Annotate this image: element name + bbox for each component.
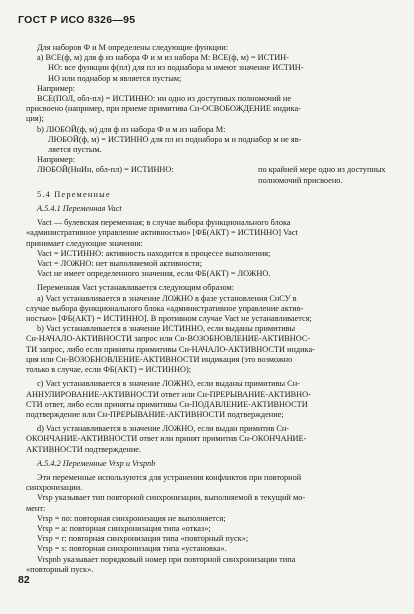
subsection-heading: A.5.4.1 Переменная Vact bbox=[37, 204, 122, 214]
text-line: «повторный пуск». bbox=[26, 564, 94, 574]
text-line: ляется пустым. bbox=[48, 145, 102, 155]
text-line: Vact не имеет определенного значения, если ФБ(АКТ) = ЛОЖНО. bbox=[37, 269, 271, 279]
text-line: СТИ ответ, либо если приняты примитивы Сн-ПОДАВЛЕНИЕ-АКТИВНОСТИ bbox=[26, 399, 308, 409]
text-line: ностью» [ФБ(АКТ) = ИСТИННО]. В противном случае Vact не устанавливается; bbox=[26, 314, 312, 324]
text-line: Эти переменные используются для устранения конфликтов при повторной bbox=[37, 472, 302, 482]
text-line: Vact — булевская переменная; в случае выбора функционального блока bbox=[37, 218, 291, 228]
text-line: ТИ запрос, либо если приняты примитивы Сн-НАЧАЛО-АКТИВНОСТИ индика- bbox=[26, 344, 315, 354]
text-line: НО: все функции ф(пл) для пл из поднабора м имеют значение ИСТИН- bbox=[48, 63, 304, 73]
text-line: мент: bbox=[26, 503, 46, 513]
text-line: Например: bbox=[37, 155, 75, 165]
text-line: ция или Сн-ВОЗОБНОВЛЕНИЕ-АКТИВНОСТИ индикация (это возможно bbox=[26, 354, 293, 364]
text-line: ОКОНЧАНИЕ-АКТИВНОСТИ ответ или принят примитив Сн-ОКОНЧАНИЕ- bbox=[26, 434, 307, 444]
text-line: Vrsp указывает тип повторной синхронизации, выполняемой в текущий мо- bbox=[37, 493, 306, 503]
example-right: по крайней мере одно из доступных полномочий присвоено. bbox=[258, 165, 386, 185]
text-line: d) Vact устанавливается в значение ЛОЖНО, если выдан примитив Сн- bbox=[37, 424, 290, 434]
text-line: Vact = ИСТИННО: активность находится в процессе выполнения; bbox=[37, 248, 271, 258]
page-number: 82 bbox=[18, 574, 30, 586]
text-line: ЛЮБОЙ(ф, м) = ИСТИННО для пл из поднабора м и поднабор м не яв- bbox=[48, 134, 302, 144]
text-line: АННУЛИРОВАНИЕ-АКТИВНОСТИ ответ или Сн-ПРЕРЫВАНИЕ-АКТИВНО- bbox=[26, 389, 311, 399]
text-line: Например: bbox=[37, 83, 75, 93]
example-left: ЛЮБОЙ(НнИн, обл-пл) = ИСТИННО: bbox=[37, 165, 174, 175]
text-line: Vact = ЛОЖНО: нет выполняемой активности; bbox=[37, 259, 203, 269]
text-line: а) ВСЕ(ф, м) для ф из набора Ф и м из набора М: ВСЕ(ф, м) = ИСТИН- bbox=[37, 53, 289, 63]
section-heading: 5.4 Переменные bbox=[37, 189, 111, 199]
text-line: а) Vact устанавливается в значение ЛОЖНО в фазе установления СнСУ в bbox=[37, 293, 297, 303]
text-line: b) Vact устанавливается в значение ИСТИННО, если выданы примитивы bbox=[37, 324, 296, 334]
text-line: Переменная Vact устанавливается следующим образом: bbox=[37, 283, 235, 293]
text-line: «административное управление активностью» [ФБ(АКТ) = ИСТИННО] Vact bbox=[26, 228, 298, 238]
text-line: Сн-НАЧАЛО-АКТИВНОСТИ запрос или Сн-ВОЗОБНОВЛЕНИЕ-АКТИВНОС- bbox=[26, 334, 311, 344]
text-line: с) Vact устанавливается в значение ЛОЖНО, если выданы примитивы Сн- bbox=[37, 379, 300, 389]
text-line: случае выбора функционального блока «административное управление актив- bbox=[26, 303, 304, 313]
text-line: НО или поднабор м является пустым; bbox=[48, 73, 182, 83]
text-line: принимает следующие значения: bbox=[26, 238, 143, 248]
text-line: только в случае, если ФБ(АКТ) = ИСТИННО); bbox=[26, 365, 192, 375]
text-line: АКТИВНОСТИ подтверждение. bbox=[26, 444, 142, 454]
text-line: Для наборов Ф и M определены следующие функции: bbox=[37, 43, 229, 52]
text-line: Vrsp = r: повторная синхронизация типа «повторный пуск»; bbox=[37, 534, 249, 544]
text-line: Vrsp = a: повторная синхронизация типа «отказ»; bbox=[37, 523, 211, 533]
text-line: присвоено (например, при приеме примитива Сн-ОСВОБОЖДЕНИЕ индика- bbox=[26, 104, 301, 114]
text-line: Vrsp = s: повторная синхронизация типа «установка». bbox=[37, 544, 227, 554]
subsection-heading: A.5.4.2 Переменные Vrsp и Vrspnb bbox=[37, 458, 156, 468]
text-line: ция); bbox=[26, 114, 44, 124]
text-line: Vrspnb указывает порядковый номер при повторной синхронизации типа bbox=[37, 554, 296, 564]
text-line: Vrsp = no: повторная синхронизация не выполняется; bbox=[37, 513, 226, 523]
page-header: ГОСТ Р ИСО 8326—95 bbox=[18, 14, 136, 26]
text-line: подтверждение или Сн-ПРЕРЫВАНИЕ-АКТИВНОСТИ подтверждение; bbox=[26, 409, 284, 419]
document-body bbox=[26, 43, 398, 575]
example-row bbox=[26, 165, 398, 185]
text-line: ВСЕ(ПОЛ, обл-пл) = ИСТИННО: ни одно из доступных полномочий не bbox=[37, 94, 292, 104]
text-line: синхронизации. bbox=[26, 483, 83, 493]
text-line: b) ЛЮБОЙ(ф, м) для ф из набора Ф и м из набора М: bbox=[37, 124, 226, 134]
